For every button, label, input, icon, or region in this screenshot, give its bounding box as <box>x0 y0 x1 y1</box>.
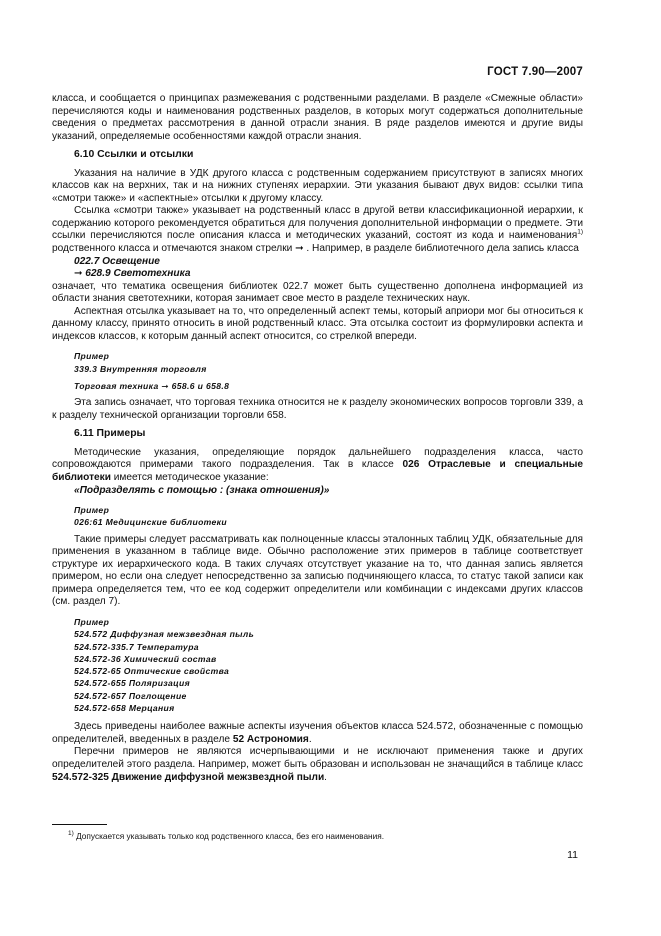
example-line: Торговая техника ➞ 658.6 и 658.8 <box>74 380 230 391</box>
paragraph-text: Здесь приведены наиболее важные аспекты изучения объектов класса 524.572, обозначенные с помощью определителей, введенных в разделе <box>52 721 583 745</box>
paragraph <box>52 721 583 746</box>
footnote-text: Допускается указывать только код родственного класса, без его наименования. <box>73 831 385 841</box>
paragraph <box>52 746 583 784</box>
class-name-bold: 52 Астрономия <box>232 733 309 745</box>
class-entry: 022.7 Освещение <box>74 255 160 267</box>
paragraph-text: Методические указания, определяющие порядок дальнейшего подразделения класса, часто сопровождаются примерами такого подразделения. Так в классе <box>52 446 583 471</box>
example-label: Пример <box>74 351 110 362</box>
example-label: Пример <box>74 616 110 627</box>
example-line: 524.572-36 Химический состав <box>74 653 217 664</box>
page-number: 11 <box>567 849 578 861</box>
example-line: 524.572-658 Мерцания <box>74 703 175 714</box>
instruction-entry: «Подразделять с помощью : (знака отношения)» <box>74 484 330 496</box>
class-name-bold: 524.572-325 Движение диффузной межзвездной пыли <box>52 771 325 783</box>
paragraph: класса, и сообщается о принципах размежевания с родственными разделами. В разделе «Смежные области» перечисляются коды и наименования родственных разделов, в которых могут содержаться дополнительные сведения о предметах рассмотрения в данной отрасли знания. В ряде разделов имеются и другие виды указаний, определяемые особенностями каждой отрасли знания. <box>52 93 583 142</box>
example-line: 524.572-657 Поглощение <box>74 690 187 701</box>
paragraph-text: . <box>308 733 312 745</box>
paragraph <box>52 447 583 485</box>
example-line: 339.3 Внутренняя торговля <box>74 363 207 374</box>
footnote <box>68 831 384 842</box>
document-code-header: ГОСТ 7.90—2007 <box>487 66 583 78</box>
page-body <box>52 93 583 784</box>
section-heading-6-11: 6.11 Примеры <box>74 428 146 440</box>
example-line: 524.572-655 Поляризация <box>74 678 191 689</box>
footnote-divider <box>52 824 107 825</box>
paragraph: означает, что тематика освещения библиотек 022.7 может быть существенно дополнена информацией из области знания светотехники, которая занимает свое место в разделе технических наук. <box>52 280 583 305</box>
paragraph: Указания на наличие в УДК другого класса с родственным содержанием присутствуют в записях многих классов как на верхних, так и на нижних ступенях иерархии. Эти указания бывают двух видов: ссылки типа «смотри также» и «аспектные» отсылки к другому классу. <box>52 167 583 204</box>
paragraph-text: имеется методическое указание: <box>110 472 269 484</box>
class-reference-entry: ➞ 628.9 Светотехника <box>74 268 191 280</box>
example-label: Пример <box>74 505 110 516</box>
paragraph: Аспектная отсылка указывает на то, что определенный аспект темы, который априори мог бы относиться к данному классу, принято относить в иной родственный класс. Эта отсылка состоит из формулировки аспекта и индексов классов, к которым данный аспект относится, со стрелкой впереди. <box>52 305 583 342</box>
footnote-mark: 1) <box>68 830 74 838</box>
example-line: 524.572 Диффузная межзвездная пыль <box>74 629 255 640</box>
paragraph: Такие примеры следует рассматривать как полноценные классы эталонных таблиц УДК, обязательные для применения в указанном в таблице виде. Обычно расположение этих примеров в таблице соответствует структуре их иерархического кода. В таких случаях отсутствует указание на то, что данная запись является примером, но если она следует непосредственно за записью подчиняющего класса, то статус такой записи как примера определяется тем, что ее код содержит определители или комбинации с индексами других классов (см. раздел 7). <box>52 533 583 608</box>
paragraph-text: . <box>324 771 327 783</box>
footnote-reference: 1) <box>577 229 583 237</box>
paragraph-text: Перечни примеров не являются исчерпывающими и не исключают применения также и других определителей этого раздела. Например, может быть образован и использован не значащийся в таблице класс <box>52 746 583 770</box>
section-heading-6-10: 6.10 Ссылки и отсылки <box>74 149 194 161</box>
example-line: 524.572-65 Оптические свойства <box>74 666 230 677</box>
paragraph-text: родственного класса и отмечаются знаком стрелки ➞ . Например, в разделе библиотечного дела запись класса <box>52 243 579 255</box>
paragraph <box>52 205 583 255</box>
example-line: 524.572-335.7 Температура <box>74 641 199 652</box>
paragraph: Эта запись означает, что торговая техника относится не к разделу экономических вопросов торговли 339, а к разделу технической организации торговли 658. <box>52 397 583 421</box>
class-name-bold: 026 Отраслевые и специальные библиотеки <box>52 459 583 484</box>
example-line: 026:61 Медицинские библиотеки <box>74 517 227 528</box>
paragraph-text: Ссылка «смотри также» указывает на родственный класс в другой ветви классификационной иерархии, к содержанию которого рекомендуется обратиться для получения дополнительной информации о предмете. Эти ссылки перечисляются после описания класса и методических указаний, состоят из кода и наименования <box>52 205 583 242</box>
